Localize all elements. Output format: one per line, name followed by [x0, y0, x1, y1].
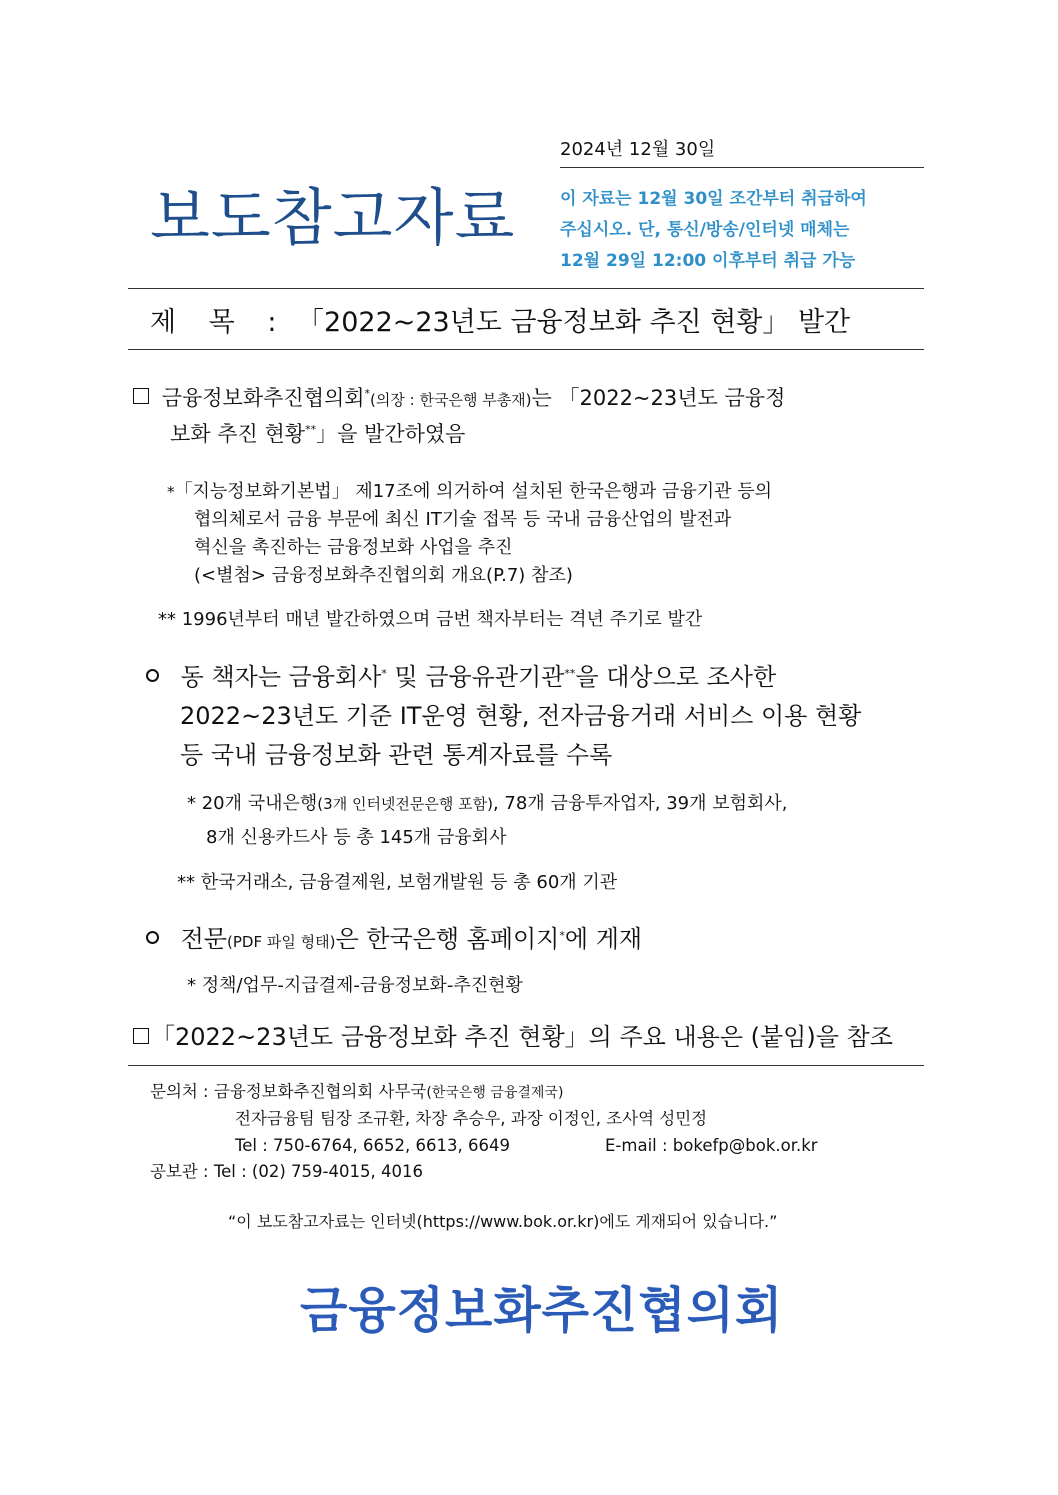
- subject-label: 제 목 :: [150, 307, 289, 338]
- bullet-2-text-c: 에 게재: [564, 925, 643, 953]
- subject-line: [150, 300, 850, 339]
- bullet-1-line-3: 등 국내 금융정보화 관련 통계자료를 수록: [180, 741, 613, 769]
- bullet-1-line-1: [146, 658, 776, 697]
- subject-title: 「2022~23년도 금융정보화 추진 현황」 발간: [297, 307, 851, 338]
- bullet-2-footnote: * 정책/업무-지급결제-금융정보화-추진현황: [187, 975, 523, 996]
- bullet-1-text-c: 을 대상으로 조사한: [575, 663, 777, 691]
- footnote-mark: *: [364, 387, 371, 400]
- bullet-1-line-2: 2022~23년도 기준 IT운영 현황, 전자금융거래 서비스 이용 현황: [180, 702, 862, 730]
- footnote-1-line-1: 「지능정보화기본법」 제17조에 의거하여 설치된 한국은행과 금융기관 등의: [174, 481, 772, 502]
- circle-bullet-icon: [146, 669, 159, 682]
- footnote-1: [167, 478, 927, 590]
- bullet-2-sup: *: [559, 929, 565, 942]
- subject-top-rule: [128, 288, 924, 289]
- footnote-1-line-4: (<별첨> 금융정보화추진협의회 개요(P.7) 참조): [194, 565, 573, 586]
- footnote-2: ** 1996년부터 매년 발간하였으며 금번 책자부터는 격년 주기로 발간: [158, 609, 703, 630]
- bullet-1-fn1a: * 20개 국내은행: [187, 793, 318, 814]
- intro-line2a: 보화 추진 현황: [170, 422, 306, 446]
- contact-email: E-mail : bokefp@bok.or.kr: [605, 1136, 818, 1155]
- bullet-2-text-b: 은 한국은행 홈페이지: [335, 925, 560, 953]
- pr-phone: Tel : (02) 759-4015, 4016: [213, 1162, 423, 1181]
- intro-rest: 는 「2022~23년도 금융정: [531, 386, 786, 410]
- footer-organization: 금융정보화추진협의회: [300, 1282, 784, 1339]
- bullet-1-fn1note: (3개 인터넷전문은행 포함): [317, 795, 493, 813]
- section-1-intro: [133, 381, 923, 417]
- contact-top-rule: [128, 1065, 924, 1066]
- square-bullet-icon: [133, 388, 149, 404]
- bullet-1-sup-1: *: [381, 667, 387, 680]
- section-2: [133, 1018, 893, 1057]
- circle-bullet-icon: [146, 931, 159, 944]
- embargo-line-2: 주십시오. 단, 통신/방송/인터넷 매체는: [560, 220, 850, 240]
- footnote-1-line-3: 혁신을 촉진하는 금융정보화 사업을 추진: [194, 537, 513, 558]
- intro-line2b: 」을 발간하였음: [316, 422, 466, 446]
- bullet-1-footnote-1-line-2: 8개 신용카드사 등 총 145개 금융회사: [206, 827, 507, 848]
- bullet-2-note: (PDF 파일 형태): [227, 933, 336, 951]
- embargo-line-1: 이 자료는 12월 30일 조간부터 취급하여: [560, 189, 867, 209]
- bullet-1-fn1b: , 78개 금융투자업자, 39개 보험회사,: [492, 793, 788, 814]
- headline: 보도참고자료: [150, 181, 516, 254]
- bullet-1-text-a: 동 책자는 금융회사: [180, 663, 382, 691]
- bullet-1-sup-2: **: [564, 667, 576, 680]
- org-name: 금융정보화추진협의회: [161, 386, 365, 410]
- subject-bottom-rule: [128, 349, 924, 350]
- footnote-mark-2: **: [305, 423, 317, 436]
- bullet-1-footnote-2: ** 한국거래소, 금융결제원, 보험개발원 등 총 60개 기관: [177, 872, 618, 893]
- section-1-line-2: [170, 417, 465, 451]
- footnote-1-star: *: [167, 483, 175, 501]
- bullet-1-footnote-1: [187, 790, 788, 818]
- pr-label: 공보관 :: [150, 1162, 209, 1181]
- chair-note: (의장 : 한국은행 부총재): [370, 391, 532, 409]
- bullet-2: [146, 920, 642, 962]
- pr-contact: [150, 1158, 423, 1185]
- contact-phone: Tel : 750-6764, 6652, 6613, 6649: [235, 1136, 510, 1155]
- footnote-1-line-2: 협의체로서 금융 부문에 최신 IT기술 접목 등 국내 금융산업의 발전과: [194, 509, 732, 530]
- section-2-text: 「2022~23년도 금융정보화 추진 현황」의 주요 내용은 (붙임)을 참조: [151, 1023, 893, 1051]
- embargo-line-3: 12월 29일 12:00 이후부터 취급 가능: [560, 251, 856, 271]
- square-bullet-icon: [133, 1028, 149, 1044]
- date-divider: [560, 167, 924, 168]
- web-notice: “이 보도참고자료는 인터넷(https://www.bok.or.kr)에도 게재되어 있습니다.”: [228, 1212, 778, 1231]
- embargo-notice: [560, 184, 867, 277]
- bullet-1-text-b: 및 금융유관기관: [386, 663, 565, 691]
- bullet-2-text-a: 전문: [180, 925, 228, 953]
- contact-line-2: 전자금융팀 팀장 조규환, 차장 추승우, 과장 이정인, 조사역 성민정: [235, 1109, 708, 1128]
- release-date: 2024년 12월 30일: [560, 139, 716, 160]
- contact-office: 금융정보화추진협의회 사무국: [213, 1082, 427, 1101]
- contact-label: 문의처 :: [150, 1082, 209, 1101]
- contact-line-1: [150, 1078, 563, 1107]
- contact-office-note: (한국은행 금융결제국): [426, 1085, 564, 1101]
